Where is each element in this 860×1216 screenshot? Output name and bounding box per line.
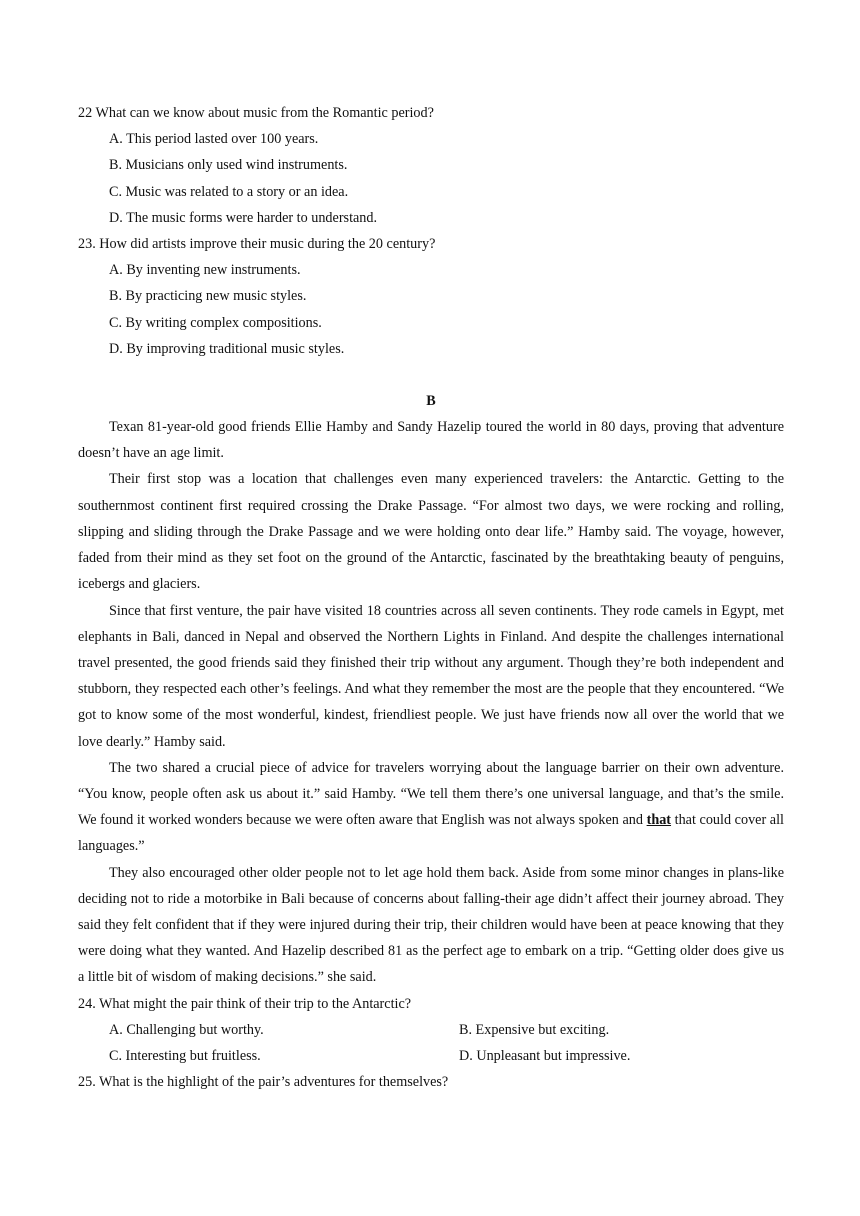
question-23-stem: 23. How did artists improve their music during the 20 century?	[78, 235, 436, 252]
question-25-stem: 25. What is the highlight of the pair’s adventures for themselves?	[78, 1074, 449, 1091]
question-24-option-d: D. Unpleasant but impressive.	[459, 1047, 631, 1064]
underlined-word-that: that	[646, 812, 672, 829]
question-23-option-b: B. By practicing new music styles.	[109, 288, 307, 305]
question-22-option-c: C. Music was related to a story or an idea.	[109, 183, 349, 200]
question-22-option-a: A. This period lasted over 100 years.	[109, 131, 319, 148]
question-24-option-b: B. Expensive but exciting.	[459, 1021, 610, 1038]
question-24-option-c: C. Interesting but fruitless.	[109, 1047, 261, 1064]
paragraph-4-text-before: The two shared a crucial piece of advice for travelers worrying about the language barrier on their own adventure. “You know, people often ask us about it.” said Hamby. “We tell them there’s one universal language, and that’s the smile. We found it worked wonders because we were often aware that English was not always spoken and	[78, 759, 784, 829]
question-23-option-d: D. By improving traditional music styles.	[109, 340, 345, 357]
question-22-option-b: B. Musicians only used wind instruments.	[109, 157, 348, 174]
question-24-options-row-2	[78, 1043, 784, 1069]
paragraph-4-text-after: that could cover all languages.”	[78, 812, 784, 855]
question-23-option-a: A. By inventing new instruments.	[109, 262, 301, 279]
passage-paragraph-2: Their first stop was a location that challenges even many experienced travelers: the Antarctic. Getting to the southernmost continent first required crossing the Drake Passage. “For almost two days, we were rocking and rolling, slipping and sliding through the Drake Passage and we were holding onto dear life.” Hamby said. The voyage, however, faded from their mind as they set foot on the ground of the Antarctic, fascinated by the breathtaking beauty of penguins, icebergs and glaciers.	[78, 471, 784, 593]
passage-paragraph-5: They also encouraged other older people not to let age hold them back. Aside from some minor changes in plans-like deciding not to ride a motorbike in Bali because of concerns about falling-their age didn’t affect their journey abroad. They said they felt confident that if they were injured during their trip, their children would have been at peace knowing that they were doing what they wanted. And Hazelip described 81 as the perfect age to embark on a trip. “Getting older does give us a little bit of wisdom of making decisions.” she said.	[78, 864, 784, 986]
passage-paragraph-1: Texan 81-year-old good friends Ellie Hamby and Sandy Hazelip toured the world in 80 days, proving that adventure doesn’t have an age limit.	[78, 419, 784, 462]
section-title: B	[426, 392, 436, 409]
question-22-option-d: D. The music forms were harder to understand.	[109, 209, 378, 226]
question-22-stem: 22 What can we know about music from the Romantic period?	[78, 105, 434, 121]
question-24-options-row-1	[78, 1017, 784, 1043]
passage-paragraph-4	[78, 755, 784, 860]
passage-paragraph-3: Since that first venture, the pair have visited 18 countries across all seven continents. They rode camels in Egypt, met elephants in Bali, danced in Nepal and observed the Northern Lights in Finland. And despite the challenges international travel presented, the good friends said they finished their trip without any argument. Though they’re both independent and stubborn, they respected each other’s feelings. And what they remember the most are the people that they encountered. “We got to know some of the most wonderful, kindest, friendliest people. We just have friends now all over the world that we love dearly.” Hamby said.	[78, 602, 784, 750]
question-24-option-a: A. Challenging but worthy.	[109, 1021, 264, 1038]
document-page	[78, 100, 784, 1095]
question-23-option-c: C. By writing complex compositions.	[109, 314, 322, 331]
question-24-stem: 24. What might the pair think of their trip to the Antarctic?	[78, 995, 412, 1012]
